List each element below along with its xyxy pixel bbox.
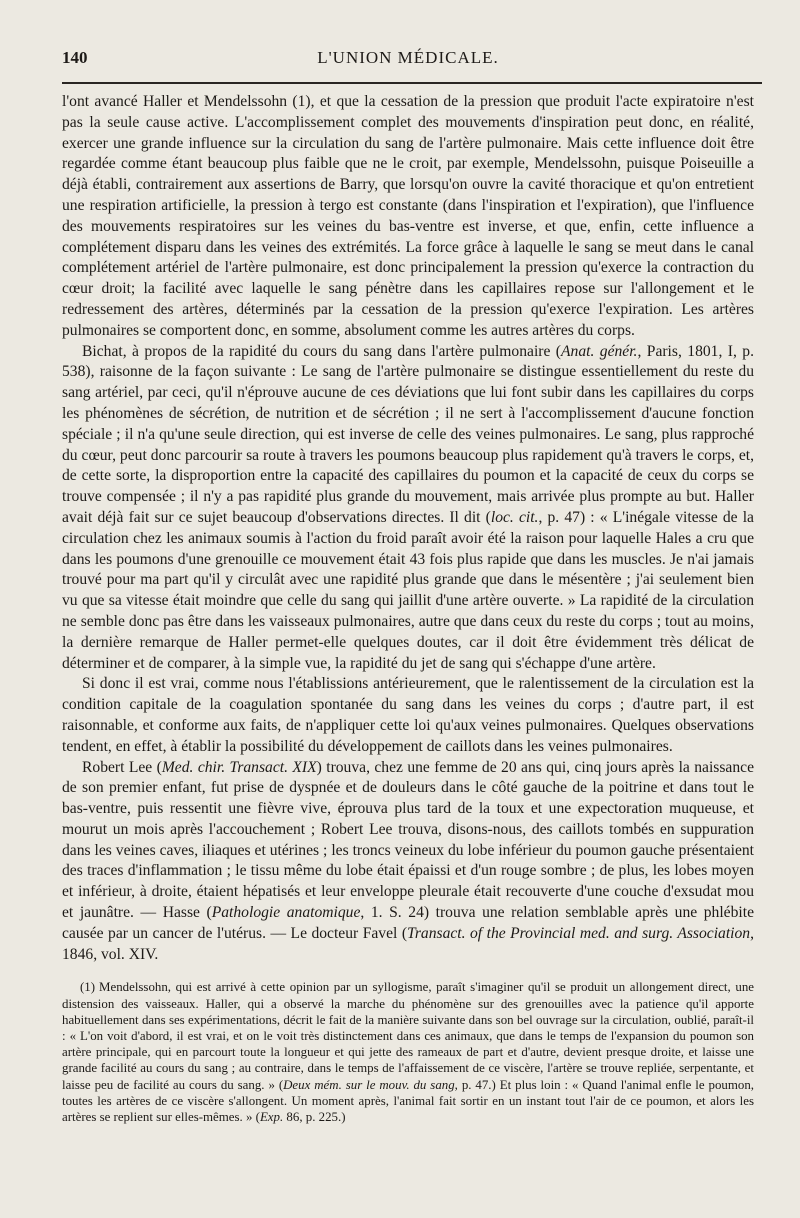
text-run: Si donc il est vrai, comme nous l'établissions antérieurement, que le ralentissement de la circulation est la condition capitale de la coagulation spontanée du sang dans les veines du corps ; d'autre part, il est raisonnable, et conforme aux faits, de n'appliquer cette loi qu'aux veines pulmonaires. Quelques observations tendent, en effet, à établir la possibilité du développement de caillots dans les veines pulmonaires. — [62, 675, 754, 755]
paragraph — [62, 674, 754, 757]
text-run: Mendelssohn, qui est arrivé à cette opinion par un syllogisme, paraît s'imaginer qu'il se produit un allongement direct, une distension des vaisseaux. Haller, qui a observé la marche du phénomène sur des grenouilles avec la patience qu'il apporte habituellement dans ses expérimentations, décrit le fait de la manière suivante dans son bel ouvrage sur la circulation, oublié, paraît-il : « L'on voit d'abord, il est vrai, et on le voit très distinctement dans ces animaux, que dans le temps de l'expansion du poumon son artère principale, qui en parcourt toute la longueur et qui jette des rameaux de part et d'autre, devient presque droite, et laisse une grande facilité au cours du sang ; au contraire, dans le temps de l'affaissement de ce viscère, l'artère se trouve repliée, serpentante, et laisse peu de facilité au cours du sang. » ( — [62, 980, 754, 1092]
text-run: , Paris, 1801, I, p. 538), raisonne de la façon suivante : Le sang de l'artère pulmonaire se distingue essentiellement du reste du sang artériel, par ceci, qu'il n'éprouve aucune de ces déviations que lui font subir dans les capillaires du corps les phénomènes de sécrétion, de nutrition et de sécrétion ; il ne sert à l'accomplissement d'aucune fonction spéciale ; il n'a qu'une seule direction, qui est inverse de celle des veines pulmonaires. Le sang, plus rapproché du cœur, peut donc parcourir sa route à travers les poumons beaucoup plus rapidement qu'à travers le corps, et, de cette sorte, la disproportion entre la capacité des capillaires du poumon et la capacité de ceux du corps se trouve compensée ; il n'y a pas rapidité plus grande du mouvement, mais arrivée plus prompte au but. Haller avait déjà fait sur ce sujet beaucoup d'observations directes. Il dit ( — [62, 342, 754, 526]
italic-citation: Anat. génér. — [561, 342, 638, 360]
paragraph — [62, 342, 754, 675]
body-text — [62, 92, 754, 965]
running-title: L'UNION MÉDICALE. — [317, 48, 499, 67]
text-run: , 1. S. 24) trouva une relation semblable après une phlébite causée par un cancer de l'utérus. — Le docteur Favel ( — [62, 904, 754, 942]
text-run: l'ont avancé Haller et Mendelssohn (1), et que la cessation de la pression que produit l'acte expiratoire n'est pas la seule cause active. L'accomplissement complet des mouvements d'inspiration peut donc, en réalité, exercer une grande influence sur la circulation du sang de l'artère pulmonaire. Mais cette influence doit être regardée comme étant beaucoup plus faible que ne le croit, par exemple, Mendelssohn, puisque Poiseuille a déjà établi, contrairement aux assertions de Barry, que lorsqu'on ouvre la cavité thoracique et qu'on entretient une respiration artificielle, la pression à tergo est constante (dans l'inspiration et l'expiration), que l'influence des mouvements respiratoires sur les veines du bas-ventre est inverse, et que, enfin, cette influence a complétement disparu dans les veines des extrémités. La force grâce à laquelle le sang se meut dans le canal complétement artériel de l'artère pulmonaire, est donc principalement la pression qu'exerce la contraction du cœur droit; la facilité avec laquelle le sang pénètre dans les capillaires repose sur l'allongement et le redressement des artères, déterminés par la cessation de la pression qu'exerce l'expiration. Les artères pulmonaires se comportent donc, en somme, absolument comme les autres artères du corps. — [62, 93, 754, 339]
footnote-mark: (1) — [80, 980, 96, 995]
text-run: , p. 47.) Et plus loin : « Quand l'animal enfle le poumon, toutes les artères de ce viscère s'allongent. Un moment après, l'animal fait sortir en un instant tout l'air de ce poumon, et alors les artères se replient sur elles-mêmes. » ( — [62, 1077, 755, 1125]
footnote — [62, 979, 754, 1125]
paragraph — [62, 92, 754, 342]
italic-citation: Med. chir. Transact. XIX — [161, 758, 317, 776]
text-run: ) trouva, chez une femme de 20 ans qui, cinq jours après la naissance de son premier enfant, fut prise de dyspnée et de douleurs dans le côté gauche de la poitrine et dans tout le bas-ventre, puis ressentit une fièvre vive, éprouva plus tard de la toux et une expectoration muqueuse, et mourut un mois après l'accouchement ; Robert Lee trouva, disons-nous, des caillots tombés en suppuration dans les veines caves, iliaques et utérines ; les troncs veineux du lobe inférieur du poumon gauche présentaient des traces d'inflammation ; le tissu même du lobe était épaissi et d'un rouge sombre ; de plus, les lobes moyen et inférieur, à droite, étaient hépatisés et leur enveloppe pleurale était recouverte d'une couche d'exsudat mou et jaunâtre. — Hasse ( — [62, 758, 754, 922]
italic-citation: Transact. of the Provincial med. and surg. Association — [407, 924, 751, 942]
text-run: , 1846, vol. XIV. — [62, 924, 755, 963]
text-run: 86, p. 225.) — [283, 1110, 346, 1125]
italic-citation: Deux mém. sur le mouv. du sang — [283, 1077, 455, 1092]
italic-citation: Exp. — [259, 1110, 284, 1125]
italic-citation: loc. cit. — [490, 508, 539, 526]
paragraph — [62, 758, 754, 966]
italic-citation: Pathologie anatomique — [211, 904, 361, 922]
text-run: , p. 47) : « L'inégale vitesse de la circulation chez les animaux soumis à l'action du froid paraît avoir été la raison pour laquelle Hales a cru que dans les poumons d'une grenouille ce mouvement était 43 fois plus rapide que dans les muscles. Je n'ai jamais trouvé pour ma part qu'il y circulât avec une rapidité plus grande que dans le mésentère ; j'ai seulement bien vu que sa vitesse était moindre que celle du sang qui jaillit d'une artère ouverte. » La rapidité de la circulation ne semble donc pas être dans les vaisseaux pulmonaires, autre que dans ceux du reste du corps ; tout au moins, la dernière remarque de Haller permet-elle quelques doutes, car il doit être évidemment très délicat de déterminer et de comparer, à la simple vue, la rapidité du jet de sang qui s'échappe d'une artère. — [62, 508, 754, 672]
page-header — [62, 44, 754, 76]
header-rule — [62, 82, 762, 84]
footnote-separator — [62, 965, 754, 979]
text-run: Bichat, à propos de la rapidité du cours du sang dans l'artère pulmonaire ( — [82, 342, 561, 360]
text-run: Robert Lee ( — [82, 758, 162, 776]
page-number: 140 — [62, 48, 88, 67]
